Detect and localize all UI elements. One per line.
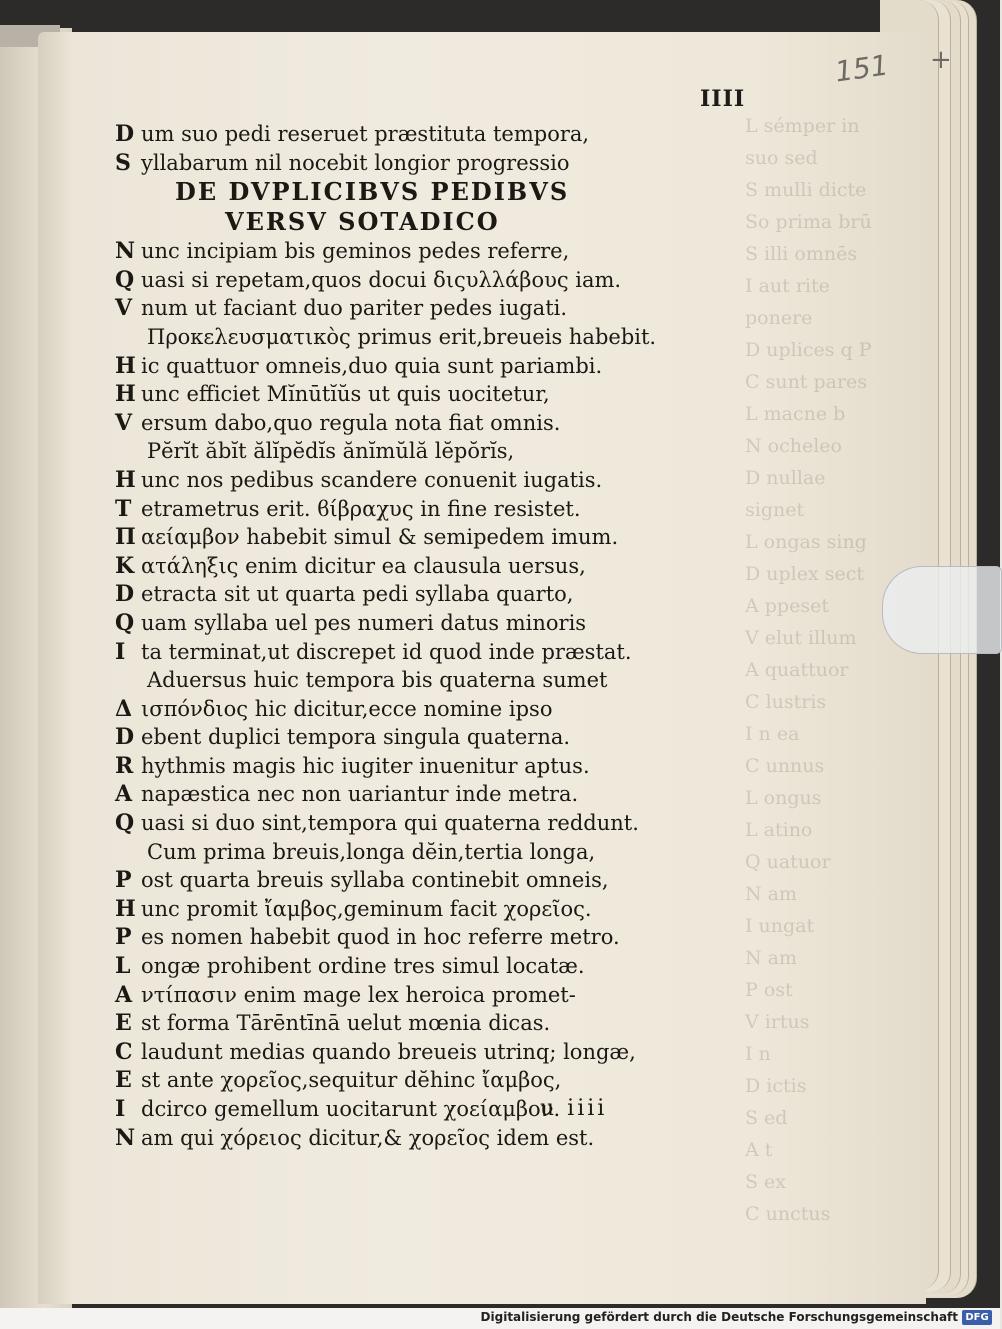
verse-line (115, 495, 735, 524)
line-initial: Q (115, 810, 135, 837)
line-initial: P (115, 924, 132, 951)
line-initial: E (115, 1010, 132, 1037)
line-text: hythmis magis hic iugiter inuenitur aptus. (141, 753, 590, 778)
verse-line (115, 609, 735, 638)
line-initial: Π (115, 524, 136, 551)
line-text: Cum prima breuis,longa dĕin,tertia longa, (147, 839, 596, 864)
line-text: ersum dabo,quo regula nota fiat omnis. (141, 410, 561, 435)
line-text: dcirco gemellum uocitarunt χοείαμβον. (141, 1097, 561, 1121)
verse-line (115, 1038, 735, 1067)
verse-line (115, 409, 735, 438)
line-text: ντίπασιν enim mage lex heroica promet- (141, 982, 576, 1007)
verse-line (115, 838, 735, 867)
verse-line (115, 352, 735, 381)
verse-line (115, 638, 735, 667)
line-initial: L (115, 953, 131, 980)
verse-line (115, 120, 735, 149)
line-text: uam syllaba uel pes numeri datus minoris (141, 610, 587, 635)
line-initial: Δ (115, 695, 133, 722)
line-text: etracta sit ut quarta pedi syllaba quarto, (141, 582, 574, 607)
verse-line (115, 780, 735, 809)
line-initial: R (115, 752, 134, 779)
line-initial: N (115, 238, 136, 265)
line-initial: D (115, 121, 135, 147)
line-text: uasi si repetam,quos docui διςυλλάβους iam. (141, 267, 622, 292)
line-text: am qui χόρειος dicitur,& χορεῖος idem est. (141, 1125, 595, 1150)
line-text: yllabarum nil nocebit longior progressio (141, 150, 570, 175)
line-text: st forma Tārēntīnā uelut mœnia dicas. (141, 1011, 551, 1036)
line-initial: S (115, 149, 131, 176)
line-initial: H (115, 466, 136, 493)
line-text: ost quarta breuis syllaba continebit omneis, (141, 868, 609, 893)
verse-line (115, 1009, 735, 1038)
line-text: num ut faciant duo pariter pedes iugati. (141, 296, 568, 321)
section-heading: DE DVPLICIBVS PEDIBVS (175, 177, 570, 207)
verse-line (115, 981, 735, 1010)
line-text: Aduersus huic tempora bis quaterna sumet (147, 668, 608, 693)
verse-line (115, 895, 735, 924)
line-text: ατάληξις enim dicitur ea clausula uersus, (141, 553, 586, 578)
footer-bar (0, 1308, 1000, 1329)
line-text: ongæ prohibent ordine tres simul locatæ. (141, 954, 585, 979)
verse-line (115, 752, 735, 781)
verse-line (115, 580, 735, 609)
line-text: αείαμβον habebit simul & semipedem imum. (141, 525, 619, 550)
verse-line (115, 294, 735, 323)
line-initial: H (115, 381, 136, 408)
line-initial: N (115, 1124, 136, 1151)
pencil-folio-number: 151 (832, 48, 891, 89)
page-clip-tab (882, 566, 1002, 654)
signature-mark: u iiii (540, 1096, 608, 1121)
line-initial: Q (115, 609, 135, 636)
page-folio: IIII (700, 86, 746, 112)
verse-line (115, 695, 735, 724)
verse-line (115, 323, 735, 352)
verse-line (115, 149, 735, 178)
verse-line (115, 437, 735, 466)
line-text: unc incipiam bis geminos pedes referre, (141, 239, 570, 264)
verse-line (115, 923, 735, 952)
line-text: unc promit ἴαμβος,geminum facit χορεῖος. (141, 896, 592, 921)
verse-line (115, 1095, 735, 1124)
line-initial: V (115, 295, 133, 322)
verse-line (115, 380, 735, 409)
verse-line (115, 523, 735, 552)
line-initial: D (115, 581, 135, 608)
line-initial: Κ (115, 552, 135, 579)
line-text: ta terminat,ut discrepet id quod inde præstat. (141, 639, 632, 664)
line-text: ebent duplici tempora singula quaterna. (141, 725, 571, 750)
verse-line (115, 237, 735, 266)
verse-line (115, 466, 735, 495)
line-text: ic quattuor omneis,duo quia sunt pariambi. (141, 353, 603, 378)
line-initial: E (115, 1067, 132, 1094)
line-initial: D (115, 724, 135, 751)
line-initial: Q (115, 266, 135, 293)
line-initial: A (115, 981, 133, 1008)
line-text: st ante χορεῖος,sequitur dĕhinc ἴαμβος, (141, 1068, 562, 1093)
line-text: es nomen habebit quod in hoc referre metro. (141, 925, 620, 950)
line-text: etrametrus erit. ϐίβραχυς in fine resistet. (141, 496, 581, 521)
line-initial: H (115, 352, 136, 379)
line-initial: T (115, 495, 132, 522)
line-initial: I (115, 1096, 126, 1122)
show-through-text: L sémper in suo sed S mulli dicte So prima brū S illi omnēs I aut rite ponere D uplices q P C sunt pares L macne b N ocheleo D nullae signet L ongas sing D uplex sect A ppeset V elut illum A quattuor C lustris I n ea C unnus L ongus L atino Q uatuor N am I ungat N am P ost V irtus I n D ictis S ed A t S ex C unctus (745, 115, 872, 1225)
verse-line (115, 1066, 735, 1095)
line-initial: A (115, 781, 133, 808)
line-initial: C (115, 1038, 133, 1065)
dfg-logo: DFG (962, 1310, 992, 1325)
line-text: laudunt medias quando breueis utrinq; longæ, (141, 1039, 636, 1064)
verse-line (115, 723, 735, 752)
verse-line (115, 1124, 735, 1153)
footer-credit: Digitalisierung gefördert durch die Deutsche Forschungsgemeinschaft (480, 1310, 958, 1324)
line-text: uasi si duo sint,tempora qui quaterna reddunt. (141, 811, 639, 836)
verse-text-block (115, 120, 735, 1152)
line-text: unc efficiet Mĭnūtĭŭs ut quis uocitetur, (141, 382, 550, 407)
line-text: Προκελευσματικὸς primus erit,breueis habebit. (147, 324, 657, 349)
verse-line (115, 866, 735, 895)
section-heading: VERSV SOTADICO (225, 207, 500, 237)
line-text: ισπόνδιος hic dicitur,ecce nomine ipso (141, 696, 553, 721)
verse-line (115, 809, 735, 838)
line-text: um suo pedi reseruet præstituta tempora, (141, 122, 590, 146)
verse-line (115, 552, 735, 581)
line-text: Pĕrĭt ăbĭt ălĭpĕdĭs ănĭmŭlă lĕpŏrĭs, (147, 439, 515, 464)
line-initial: V (115, 409, 133, 436)
line-initial: H (115, 895, 136, 922)
line-initial: P (115, 867, 132, 894)
line-text: unc nos pedibus scandere conuenit iugatis. (141, 467, 603, 492)
verse-line (115, 666, 735, 695)
pencil-mark: + (930, 45, 952, 75)
verse-line (115, 266, 735, 295)
verse-line (115, 952, 735, 981)
line-initial: I (115, 638, 126, 665)
line-text: napæstica nec non uariantur inde metra. (141, 782, 579, 807)
